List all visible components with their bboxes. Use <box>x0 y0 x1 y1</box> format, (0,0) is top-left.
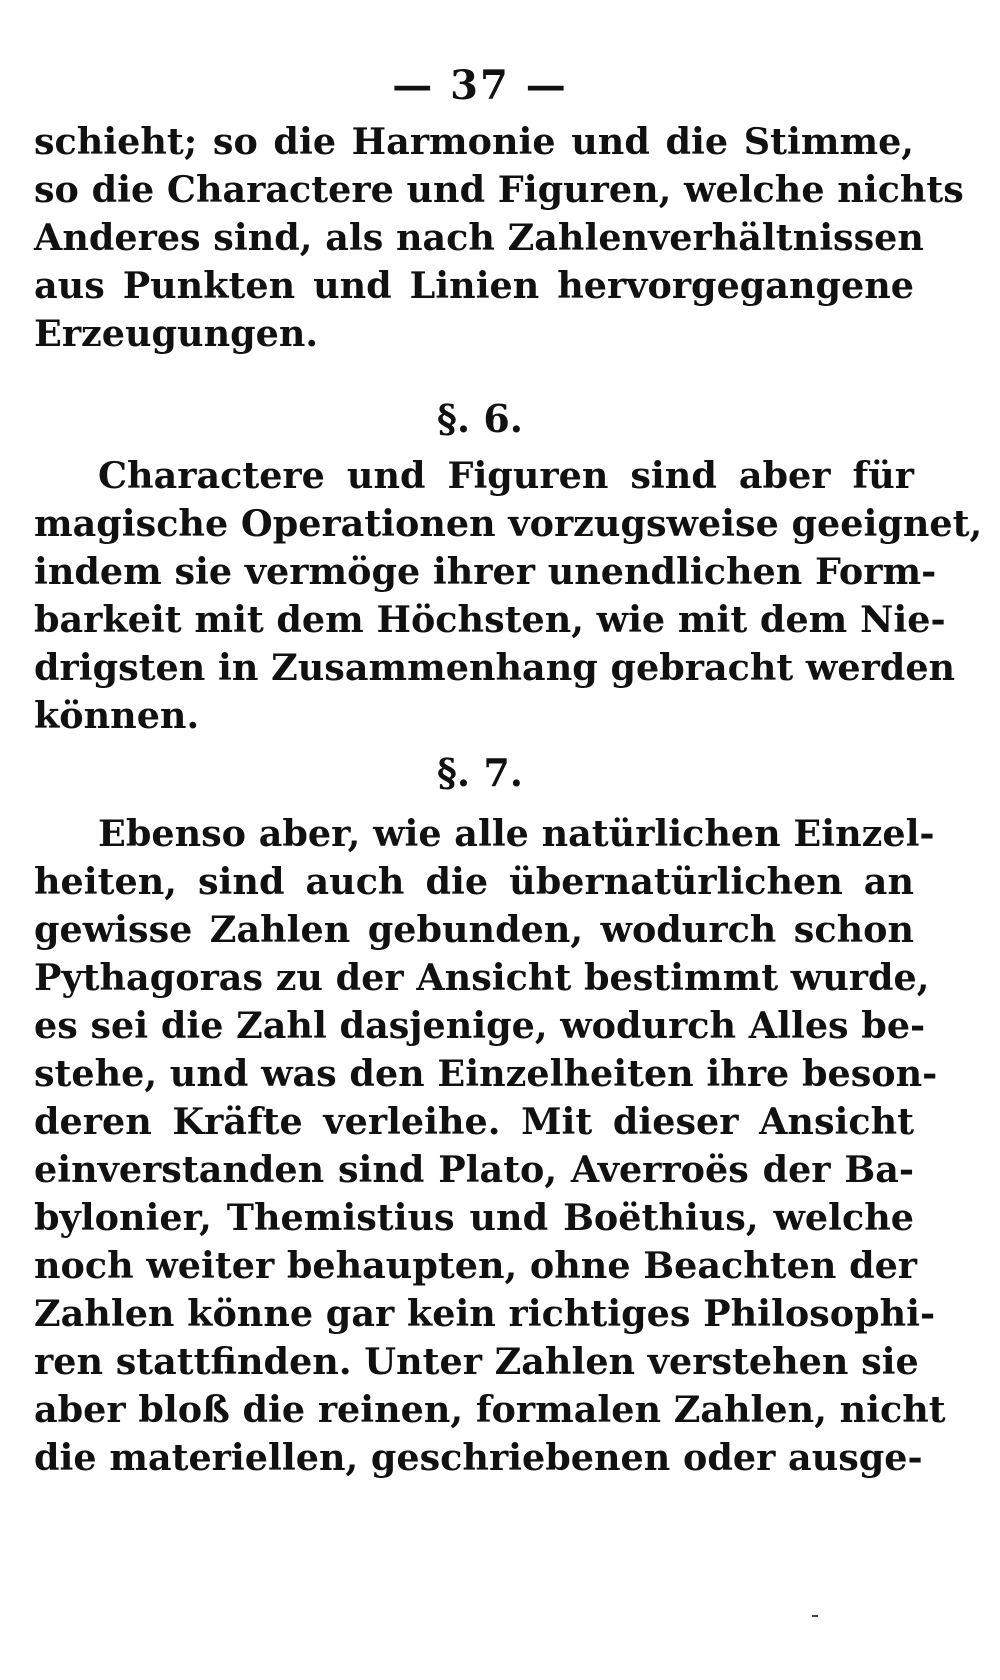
text-line: es sei die Zahl dasjenige, wodurch Alles be- <box>34 1004 926 1047</box>
text-line: Ebenso aber, wie alle natürlichen Einzel- <box>98 812 935 855</box>
text-line: Zahlen könne gar kein richtiges Philosophi- <box>34 1292 936 1335</box>
text-line: Erzeugungen. <box>34 312 319 355</box>
text-line: stehe, und was den Einzelheiten ihre beson- <box>34 1052 938 1095</box>
paragraph-continuation <box>34 118 964 358</box>
text-line: heiten, sind auch die übernatürlichen an <box>34 860 914 903</box>
text-line: aber bloß die reinen, formalen Zahlen, nicht <box>34 1388 946 1431</box>
text-line: so die Charactere und Figuren, welche nichts <box>34 168 964 211</box>
section-6-paragraph <box>34 452 983 740</box>
text-line: indem sie vermöge ihrer unendlichen Form- <box>34 550 937 593</box>
text-line: einverstanden sind Plato, Averroës der Ba- <box>34 1148 914 1191</box>
text-line: können. <box>34 694 200 737</box>
text-line: Anderes sind, als nach Zahlenverhältnissen <box>34 216 924 259</box>
text-line: barkeit mit dem Höchsten, wie mit dem Nie- <box>34 598 946 641</box>
section-7-paragraph <box>34 810 946 1482</box>
text-line: magische Operationen vorzugsweise geeignet, <box>34 502 983 545</box>
text-line: gewisse Zahlen gebunden, wodurch schon <box>34 908 914 951</box>
text-line: Charactere und Figuren sind aber für <box>98 454 914 497</box>
text-line: ren stattfinden. Unter Zahlen verstehen sie <box>34 1340 919 1383</box>
text-line: noch weiter behaupten, ohne Beachten der <box>34 1244 918 1287</box>
page-number: — 37 — <box>392 62 568 109</box>
section-6-heading: §. 6. <box>436 396 523 441</box>
text-line: schieht; so die Harmonie und die Stimme, <box>34 120 914 163</box>
text-line: drigsten in Zusammenhang gebracht werden <box>34 646 956 689</box>
text-line: aus Punkten und Linien hervorgegangene <box>34 264 914 307</box>
section-7-heading: §. 7. <box>436 750 523 795</box>
text-line: Pythagoras zu der Ansicht bestimmt wurde, <box>34 956 930 999</box>
text-line: bylonier, Themistius und Boëthius, welche <box>34 1196 914 1239</box>
text-line: die materiellen, geschriebenen oder ausge- <box>34 1436 923 1479</box>
text-line: deren Kräfte verleihe. Mit dieser Ansicht <box>34 1100 914 1143</box>
stray-mark <box>812 1615 818 1617</box>
